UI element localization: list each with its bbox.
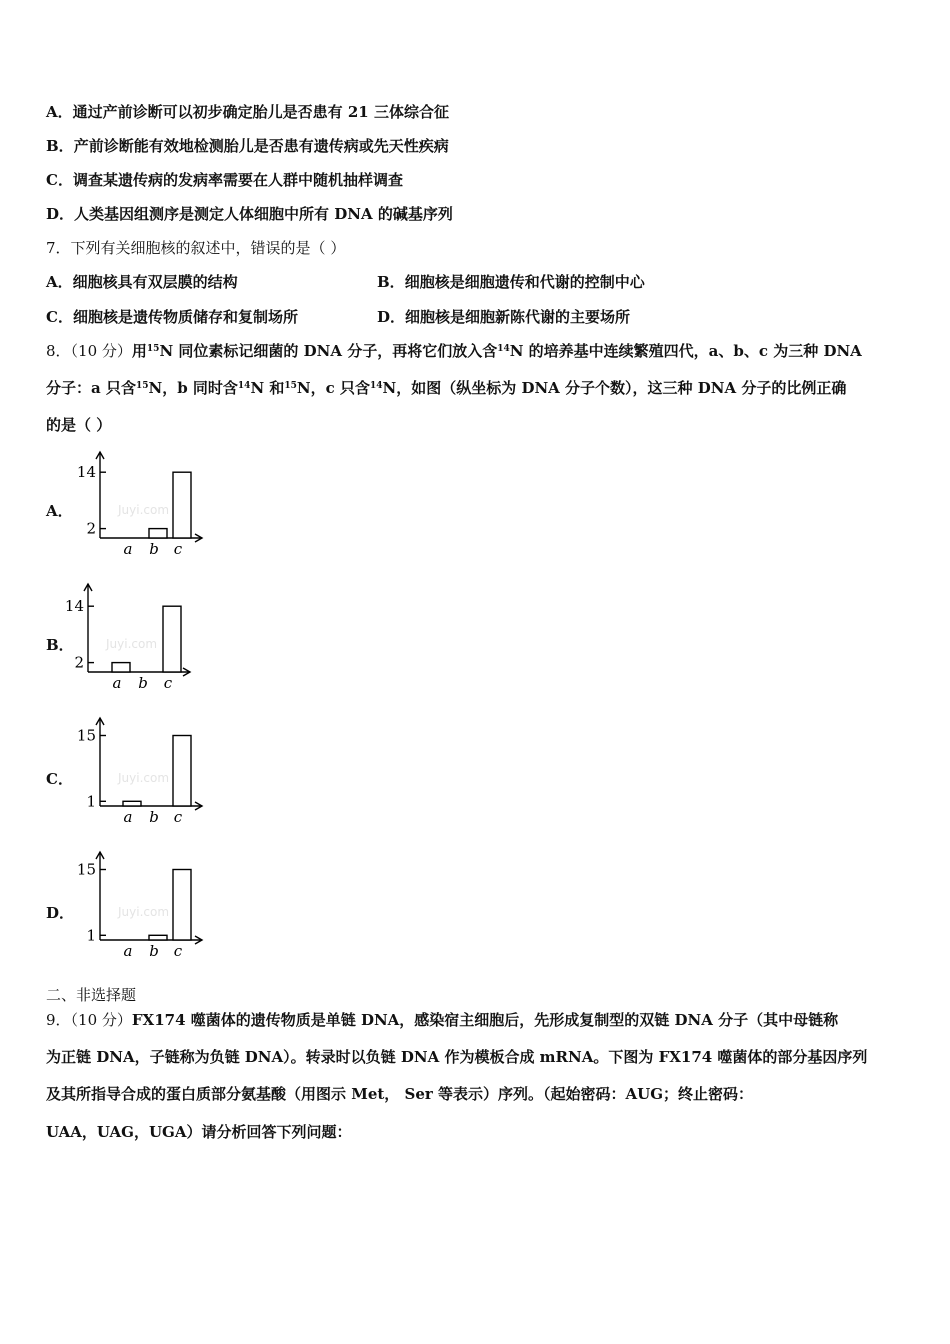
q6-option-a: A．通过产前诊断可以初步确定胎儿是否患有 21 三体综合征 [46, 103, 449, 121]
y-tick-label: 14 [76, 463, 96, 482]
bar-b [149, 935, 167, 940]
watermark: Juyi.com [106, 637, 158, 651]
q8-stem-line1: 8．（10 分）用$^{15}$N 同位素标记细菌的 DNA 分子，再将它们放入含$^{14}$N 的培养基中连续繁殖四代，a、b、c 为三种 DNA [46, 342, 862, 360]
q7-option-a: A．细胞核具有双层膜的结构 [46, 273, 238, 291]
y-tick-label: 2 [86, 519, 96, 538]
category-label-c: c [173, 540, 183, 558]
category-label-a: a [123, 808, 133, 826]
category-label-c: c [163, 674, 173, 692]
category-label-c: c [173, 942, 183, 960]
category-label-b: b [138, 674, 148, 692]
q9-line2: 为正链 DNA，子链称为负链 DNA）。转录时以负链 DNA 作为模板合成 mRNA。下图为 FX174 噬菌体的部分基因序列 [46, 1048, 868, 1066]
q6-option-c: C．调查某遗传病的发病率需要在人群中随机抽样调查 [46, 171, 403, 189]
watermark: Juyi.com [118, 771, 170, 785]
category-label-b: b [149, 540, 159, 558]
q6-option-d: D．人类基因组测序是测定人体细胞中所有 DNA 的碱基序列 [46, 205, 453, 223]
q8-option-c-label: C． [46, 770, 73, 788]
q8-stem-line2: 分子：a 只含$^{15}$N，b 同时含$^{14}$N 和$^{15}$N，c 只含$^{14}$N，如图（纵坐标为 DNA 分子个数），这三种 DNA 分子的比例正确 [46, 379, 847, 397]
q7-option-b: B．细胞核是细胞遗传和代谢的控制中心 [377, 273, 645, 291]
y-tick-label: 14 [64, 597, 84, 616]
category-label-c: c [173, 808, 183, 826]
section-heading: 二、非选择题 [46, 986, 137, 1004]
bar-c [173, 870, 191, 941]
y-tick-label: 2 [74, 653, 84, 672]
q8-stem-line3: 的是（ ） [46, 416, 112, 434]
y-tick-label: 1 [86, 792, 96, 811]
watermark: Juyi.com [118, 905, 170, 919]
category-label-b: b [149, 942, 159, 960]
y-tick-label: 1 [86, 926, 96, 945]
category-label-a: a [123, 942, 133, 960]
q7-option-c: C．细胞核是遗传物质储存和复制场所 [46, 308, 298, 326]
q9-line1: 9．（10 分）FX174 噬菌体的遗传物质是单链 DNA，感染宿主细胞后，先形成复制型的双链 DNA 分子（其中母链称 [46, 1011, 839, 1029]
chart-svg [70, 0, 220, 965]
q8-option-b-label: B． [46, 636, 74, 654]
q9-line3: 及其所指导合成的蛋白质部分氨基酸（用图示 Met， Ser 等表示）序列。（起始密码：AUG；终止密码： [46, 1085, 754, 1103]
watermark: Juyi.com [118, 503, 170, 517]
y-tick-label: 15 [76, 860, 96, 879]
q9-line4: UAA，UAG，UGA）请分析回答下列问题： [46, 1123, 352, 1141]
category-label-b: b [149, 808, 159, 826]
q6-option-b: B．产前诊断能有效地检测胎儿是否患有遗传病或先天性疾病 [46, 137, 449, 155]
q8-option-d-label: D． [46, 904, 75, 922]
category-label-a: a [123, 540, 133, 558]
category-label-a: a [112, 674, 122, 692]
q7-option-d: D．细胞核是细胞新陈代谢的主要场所 [377, 308, 631, 326]
q7-stem: 7．下列有关细胞核的叙述中，错误的是（ ） [46, 239, 346, 257]
q8-option-a-label: A． [46, 502, 73, 520]
y-tick-label: 15 [76, 726, 96, 745]
q8-chart-d [70, 0, 220, 965]
